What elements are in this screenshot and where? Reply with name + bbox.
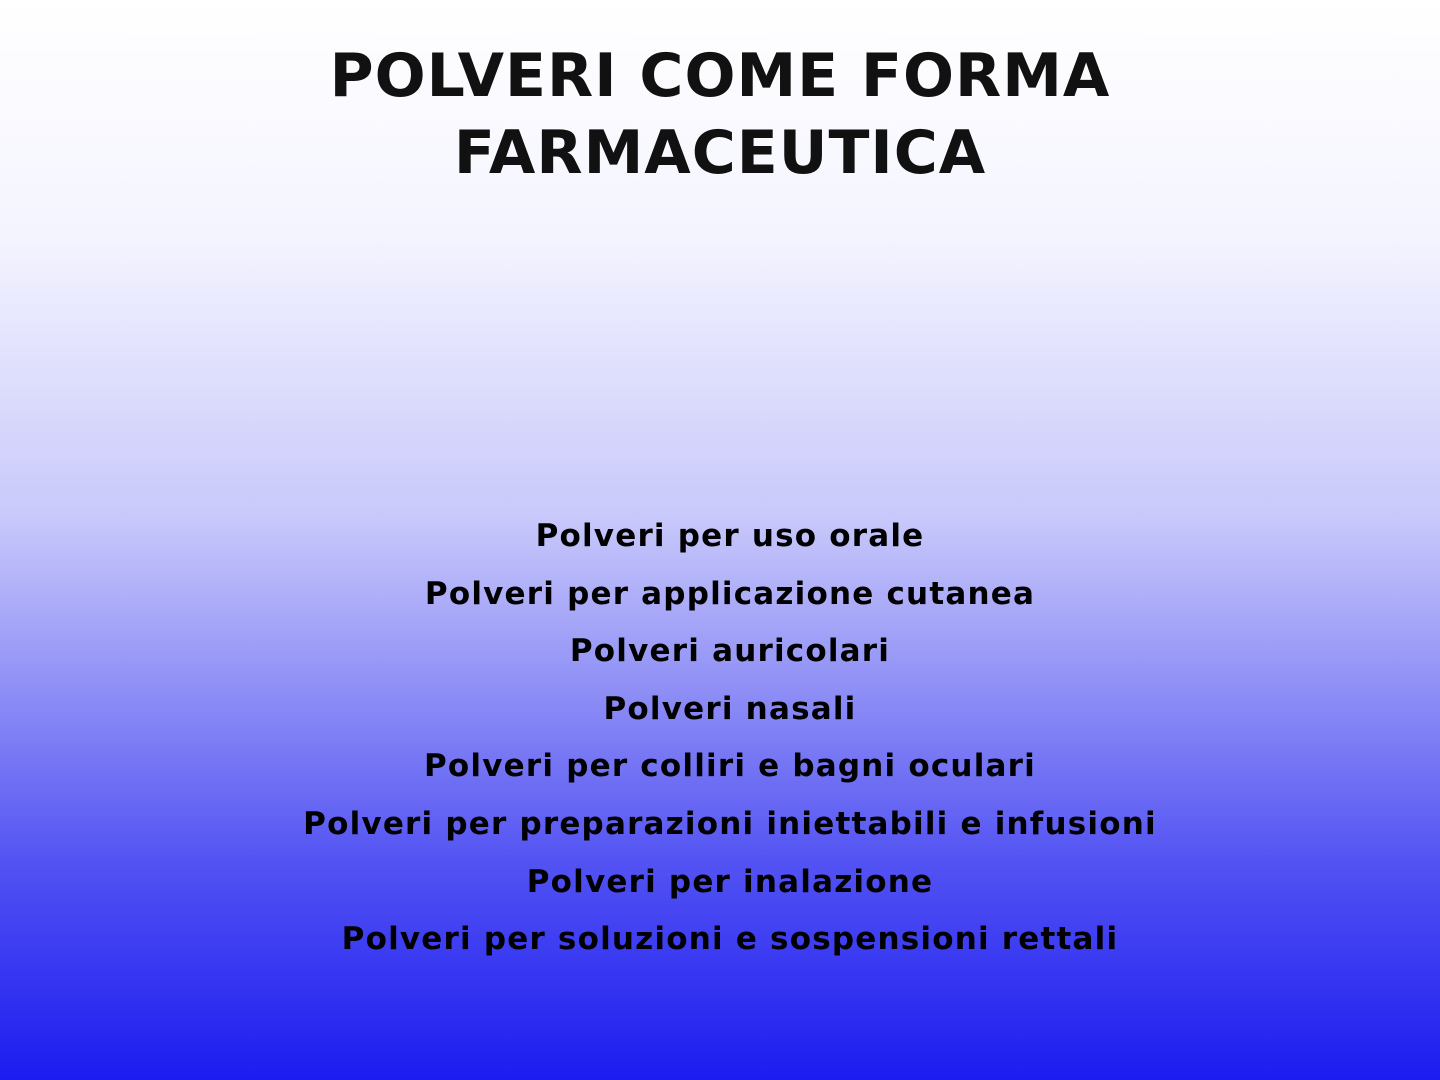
list-item: Polveri per colliri e bagni oculari [424,748,1036,785]
slide-title [0,38,1440,192]
list-item: Polveri per uso orale [535,518,925,554]
list-item: Polveri per soluzioni e sospensioni rettali [341,921,1119,958]
list-item: Polveri per inalazione [526,863,934,900]
slide-title-line-2: FARMACEUTICA [453,118,987,188]
slide-title-line-1: POLVERI COME FORMA [329,41,1111,111]
list-item: Polveri per preparazioni iniettabili e infusioni [303,805,1157,842]
list-item: Polveri auricolari [569,633,891,670]
list-item: Polveri per applicazione cutanea [424,575,1036,612]
list-item: Polveri nasali [603,690,857,727]
powder-types-list [0,508,1440,969]
